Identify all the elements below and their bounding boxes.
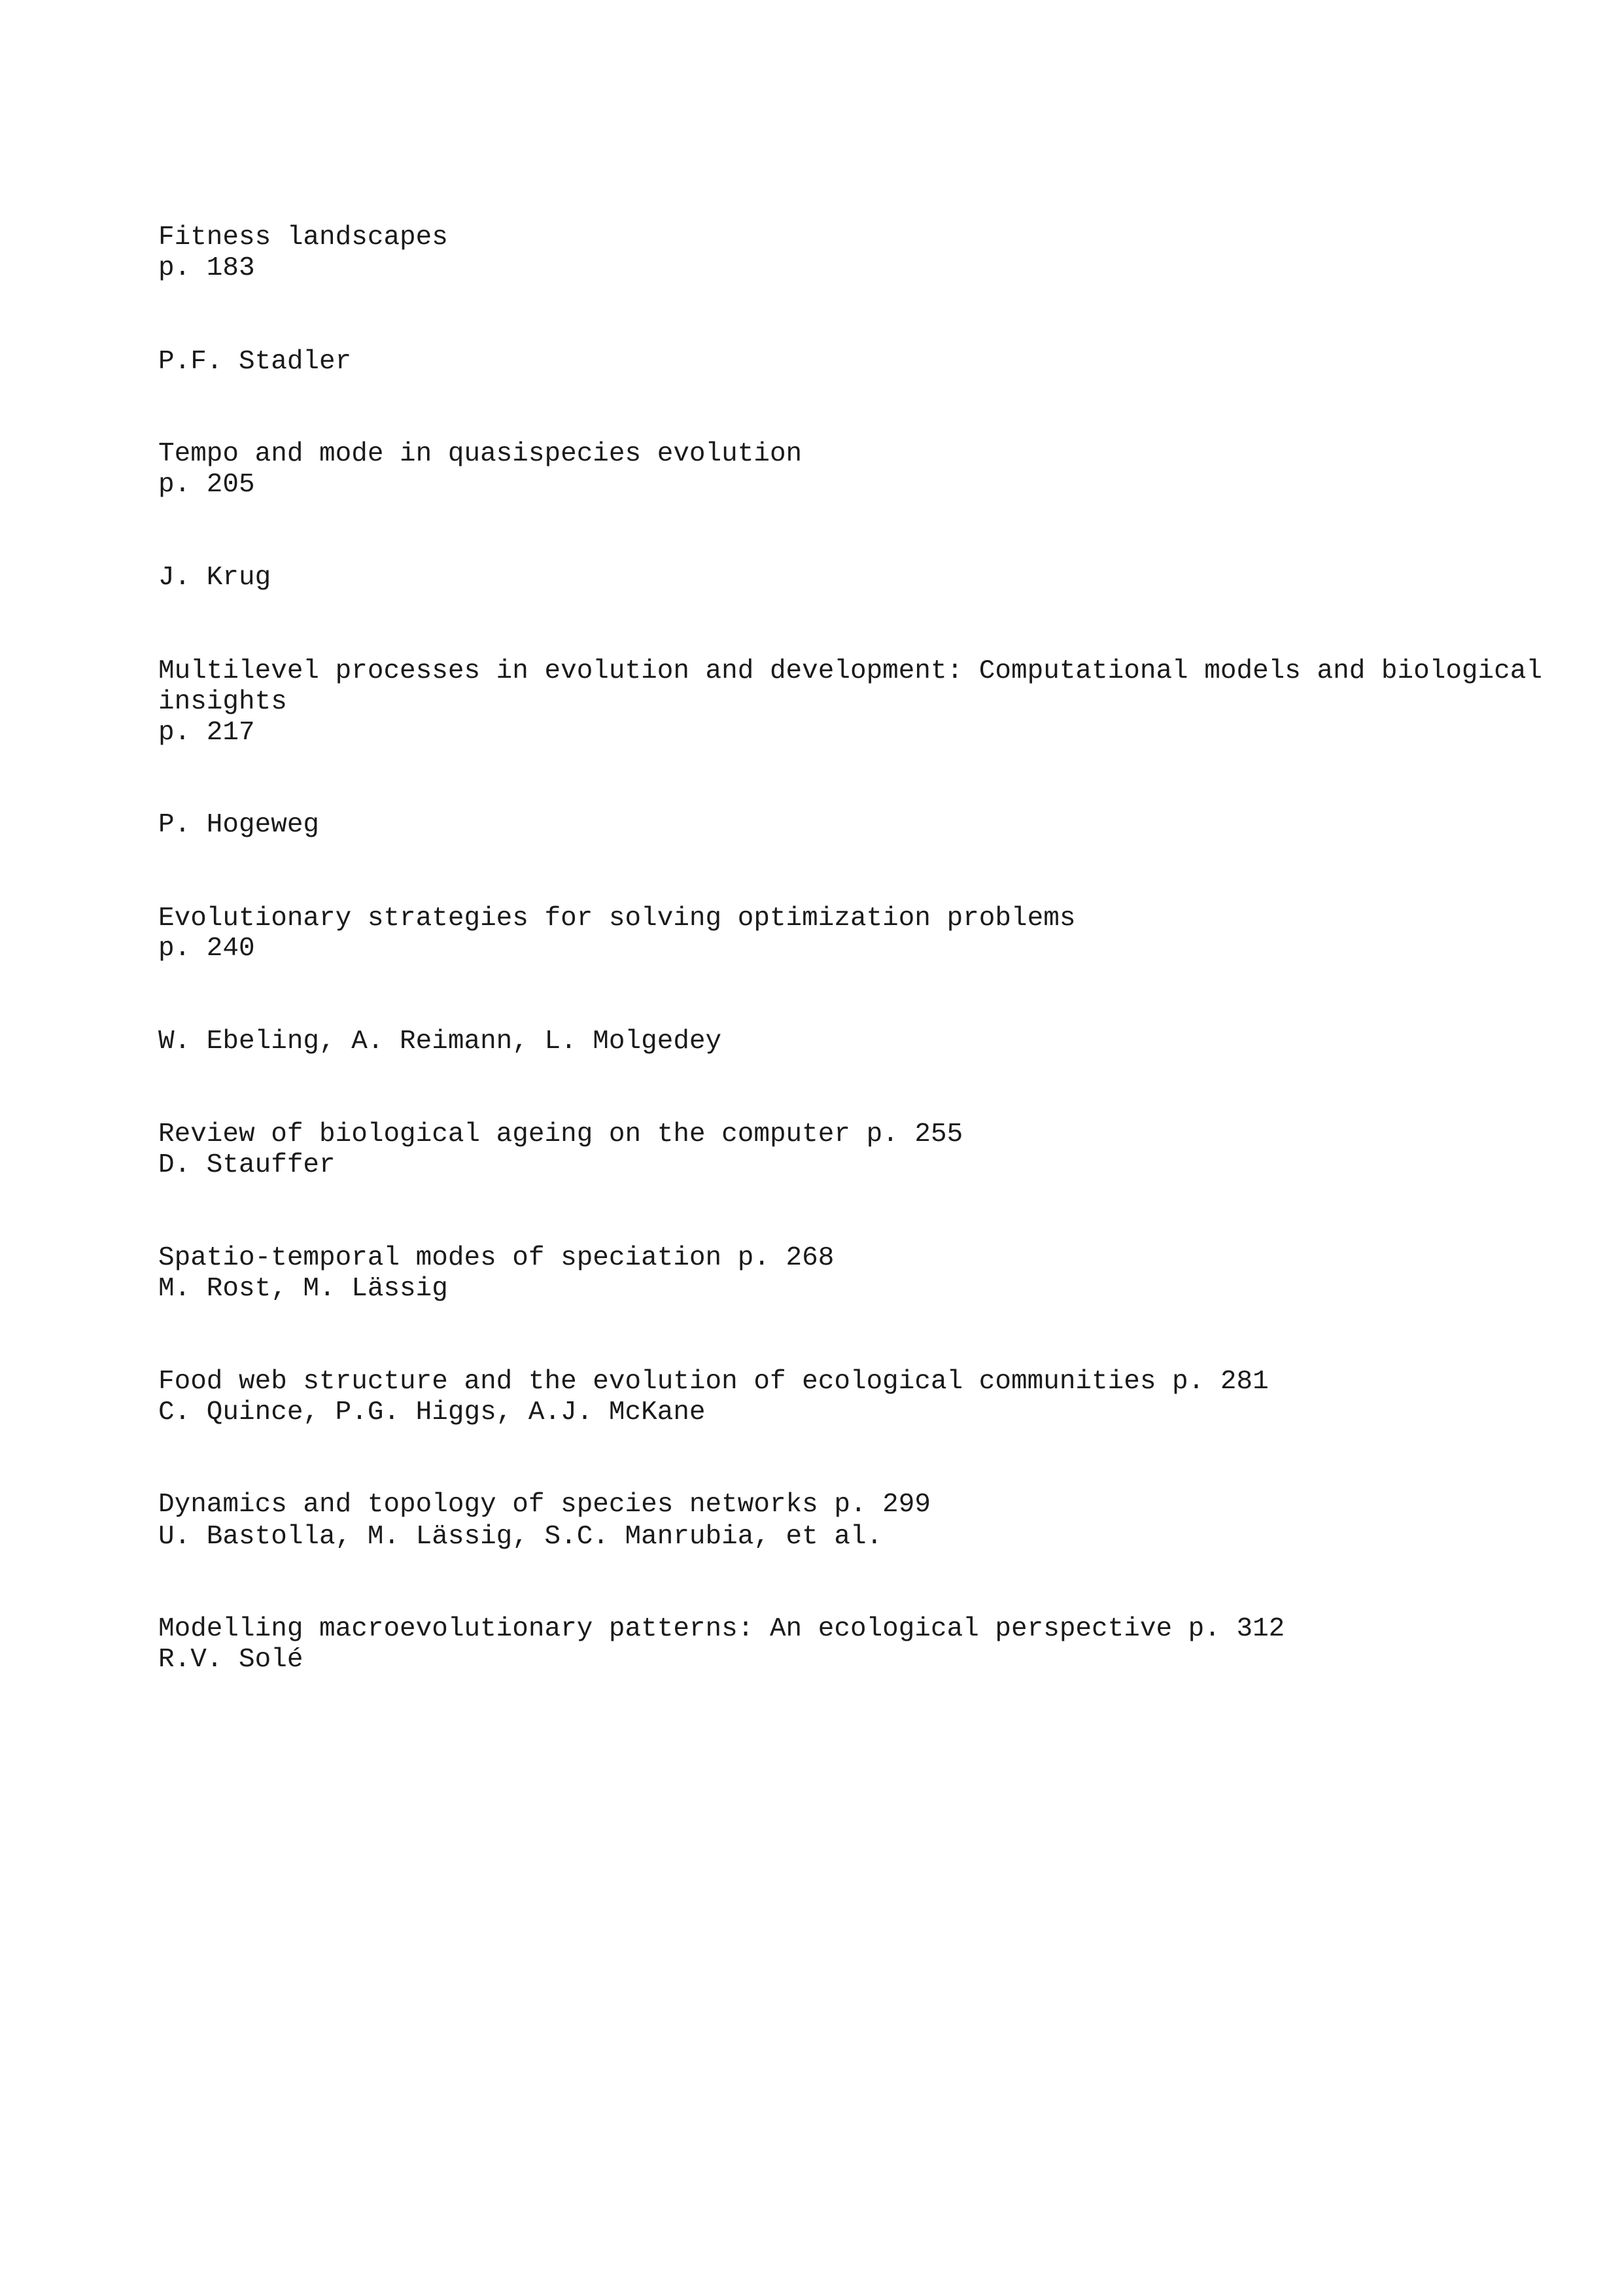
entry-page: p. 205	[158, 470, 255, 500]
entry-authors: J. Krug	[158, 563, 271, 593]
entry-title: Review of biological ageing on the computer p. 255	[158, 1119, 963, 1149]
entry-title: Dynamics and topology of species networks p. 299	[158, 1490, 931, 1520]
entry-title: Evolutionary strategies for solving optimization problems	[158, 903, 1076, 934]
entry-page: p. 217	[158, 718, 255, 748]
entry-page: p. 183	[158, 253, 255, 283]
entry-title: Tempo and mode in quasispecies evolution	[158, 439, 803, 469]
entry-authors: W. Ebeling, A. Reimann, L. Molgedey	[158, 1026, 722, 1057]
entry-title-continued: insights	[158, 687, 287, 717]
entry-title: Modelling macroevolutionary patterns: An ecological perspective p. 312	[158, 1614, 1285, 1644]
entry-title: Fitness landscapes	[158, 222, 448, 253]
entry-authors: D. Stauffer	[158, 1150, 336, 1180]
entry-authors: C. Quince, P.G. Higgs, A.J. McKane	[158, 1397, 706, 1428]
entry-authors: P. Hogeweg	[158, 810, 320, 840]
entry-title: Multilevel processes in evolution and development: Computational models and biological	[158, 656, 1542, 686]
entry-title: Spatio-temporal modes of speciation p. 268	[158, 1243, 835, 1273]
entry-authors: R.V. Solé	[158, 1645, 303, 1675]
entry-authors: U. Bastolla, M. Lässig, S.C. Manrubia, et al.	[158, 1522, 883, 1552]
entry-authors: P.F. Stadler	[158, 347, 352, 377]
entry-title: Food web structure and the evolution of ecological communities p. 281	[158, 1367, 1269, 1397]
entry-authors: M. Rost, M. Lässig	[158, 1274, 448, 1304]
entry-page: p. 240	[158, 934, 255, 964]
